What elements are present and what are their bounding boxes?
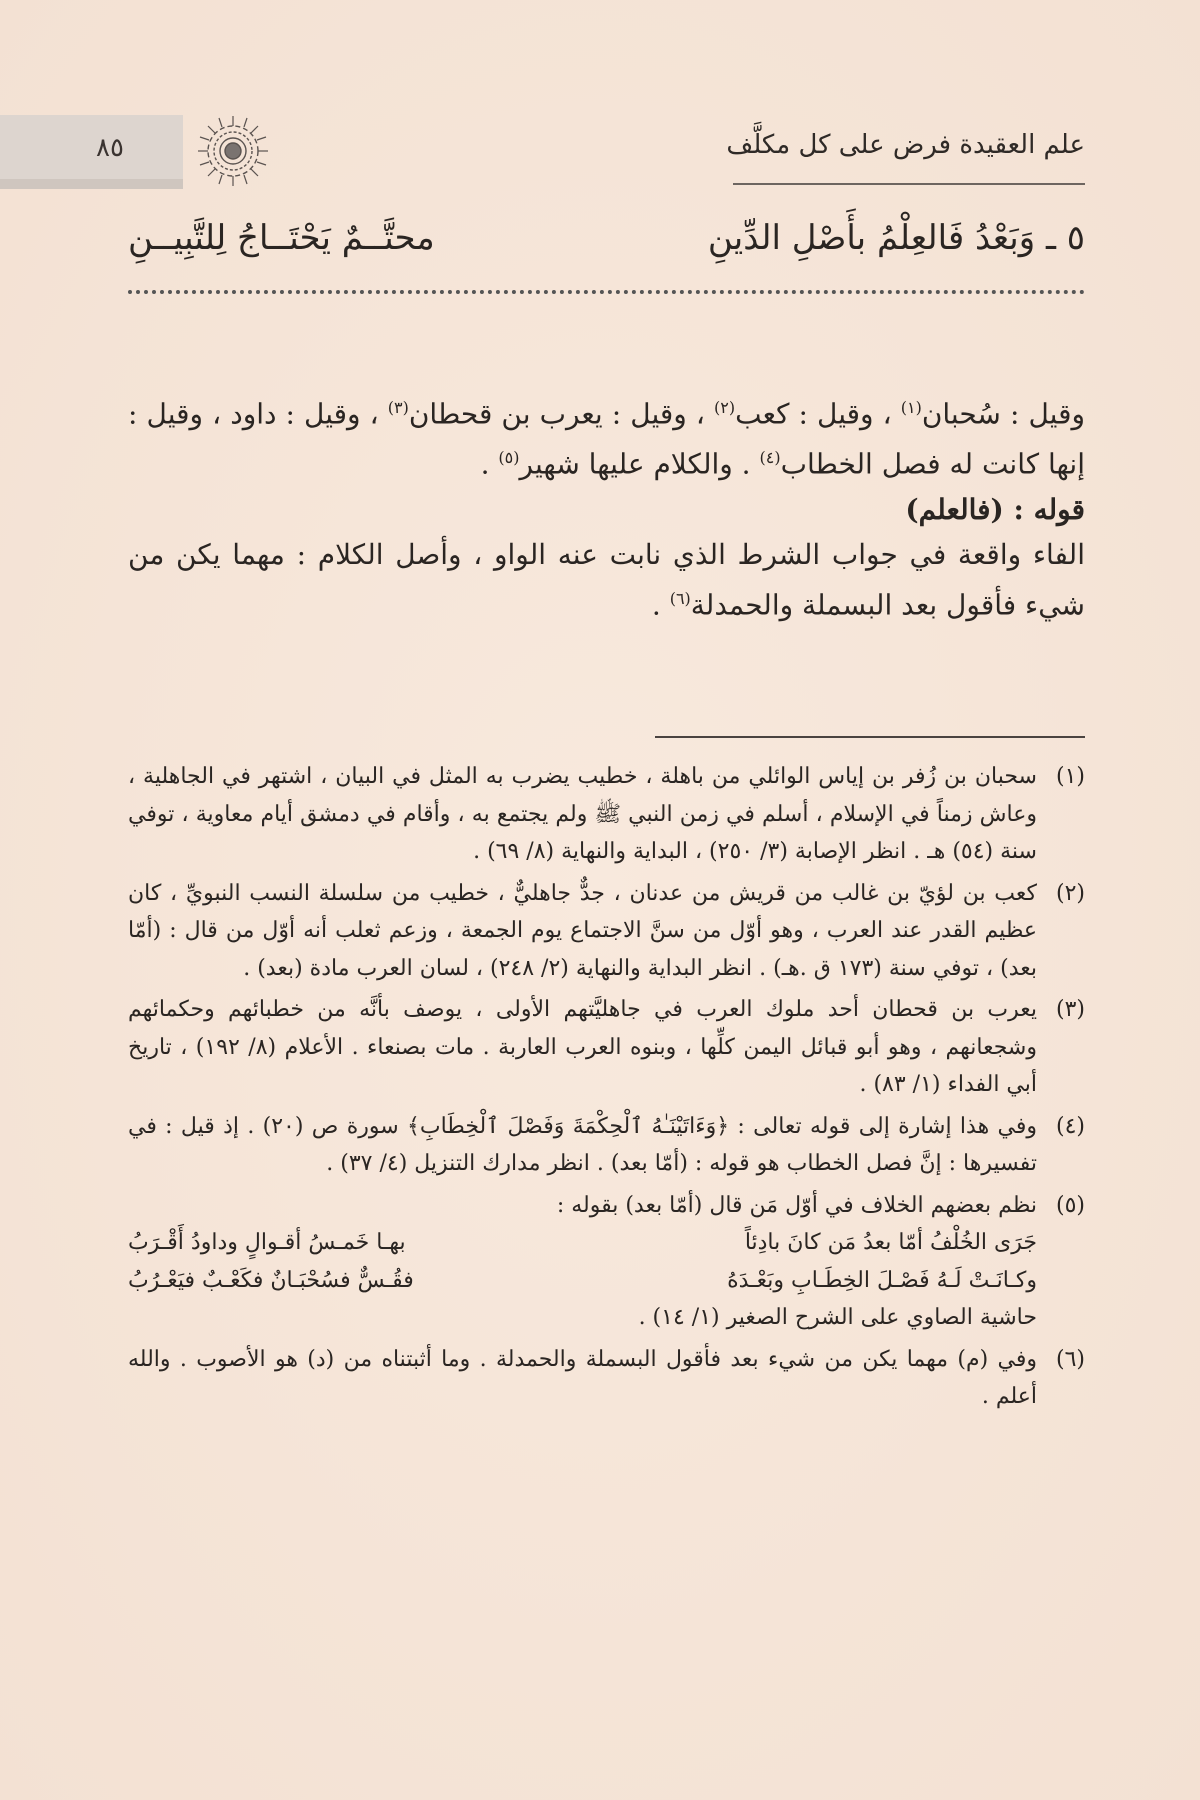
verse-number: ٥ ـ [1045, 218, 1085, 258]
poem-line-2: وكـانَـتْ لَـهُ فَصْـلَ الخِطَـابِ وبَعْـدَهُ فقُـسٌّ فسُحْبَـانٌ فكَعْـبٌ فيَعْـرُبُ [128, 1267, 1037, 1293]
header-rule [733, 183, 1085, 185]
footnote-2: (٢) كعب بن لؤيّ بن غالب من قريش من عدنان ، جدٌّ جاهليٌّ ، خطيب من سلسلة النسب النبويِّ ، كان عظيم القدر عند العرب ، وهو أوّل من سنَّ الاجتماع يوم الجمعة ، وزعم ثعلب أنه أوّل من قال : (أمّا بعد) ، توفي سنة (١٧٣ ق .هـ) . انظر البداية والنهاية (٢/ ٢٤٨) ، لسان العرب مادة (بعد) . [128, 880, 1085, 981]
dotted-separator [128, 290, 1085, 294]
commentary-heading: قوله : (فالعلم) [905, 492, 1085, 526]
verse-left-hemistich: محتَّــمٌ يَحْتَــاجُ لِلتَّبِيــنِ [128, 218, 435, 258]
running-title: علم العقيدة فرض على كل مكلَّف [726, 130, 1085, 160]
main-text [128, 386, 1085, 627]
paragraph-2: الفاء واقعة في جواب الشرط الذي نابت عنه الواو ، وأصل الكلام : مهما يكن من شيء فأقول بعد البسملة والحمدلة$^{(٦)}$ . [128, 537, 1085, 621]
verse-line [128, 218, 1085, 258]
footnote-6: (٦) وفي (م) مهما يكن من شيء بعد فأقول البسملة والحمدلة . وما أثبتناه من (د) هو الأصوب . والله أعلم . [128, 1346, 1085, 1409]
footnote-3: (٣) يعرب بن قحطان أحد ملوك العرب في جاهليَّتهم الأولى ، يوصف بأنَّه من خطبائهم وحكمائهم وشجعانهم ، وهو أبو قبائل اليمن كلِّها ، وبنوه العرب العاربة . مات بصنعاء . الأعلام (٨/ ١٩٢) ، تاريخ أبي الفداء (١/ ٨٣) . [128, 997, 1085, 1097]
page-number: ٨٥ [96, 133, 124, 163]
paragraph-1: وقيل : سُحبان$^{(١)}$ ، وقيل : كعب$^{(٢)}$ ، وقيل : يعرب بن قحطان$^{(٣)}$ ، وقيل : داود ، وقيل : إنها كانت له فصل الخطاب$^{(٤)}$ . والكلام عليها شهير$^{(٥)}$ . [128, 397, 1086, 481]
footnotes [128, 758, 1085, 1420]
poem-line-1: جَرَى الخُلْفُ أمّا بعدُ مَن كانَ بادِئاً بهـا خَمـسُ أقـوالٍ وداودُ أَقْـرَبُ [128, 1230, 1037, 1255]
verse-right-hemistich: ٥ ـ وَبَعْدُ فَالعِلْمُ بأَصْلِ الدِّينِ [707, 218, 1085, 258]
footnote-4: (٤) وفي هذا إشارة إلى قوله تعالى : ﴿وَءَاتَيْنَـٰهُ ٱلْحِكْمَةَ وَفَصْلَ ٱلْخِطَابِ﴾ سورة ص (٢٠) . إذ قيل : في تفسيرها : إنَّ فصل الخطاب هو قوله : (أمّا بعد) . انظر مدارك التنزيل (٤/ ٣٧) . [128, 1113, 1085, 1176]
footnote-1: (١) سحبان بن زُفر بن إياس الوائلي من باهلة ، خطيب يضرب به المثل في البيان ، اشتهر في الجاهلية ، وعاش زمناً في الإسلام ، أسلم في زمن النبي ﷺ ولم يجتمع به ، وأقام في دمشق أيام معاوية ، توفي سنة (٥٤) هـ . انظر الإصابة (٣/ ٢٥٠) ، البداية والنهاية (٨/ ٦٩) . [128, 764, 1085, 864]
footnote-rule [655, 736, 1085, 738]
page-number-tab [0, 115, 183, 189]
rosette-ornament-icon [196, 114, 270, 188]
footnote-5: (٥) نظم بعضهم الخلاف في أوّل مَن قال (أمّا بعد) بقوله : جَرَى الخُلْفُ أمّا بعدُ مَن كانَ بادِئاً بهـا خَمـسُ أقـوالٍ وداودُ أَقْـرَبُ وكـانَـتْ لَـهُ فَصْـلَ الخِطَـابِ وبَعْـدَهُ فقُـسٌّ فسُحْبَـانٌ فكَعْـبٌ فيَعْـرُبُ حاشية الصاوي على الشرح الصغير (١/ ١٤) . [128, 1192, 1085, 1330]
